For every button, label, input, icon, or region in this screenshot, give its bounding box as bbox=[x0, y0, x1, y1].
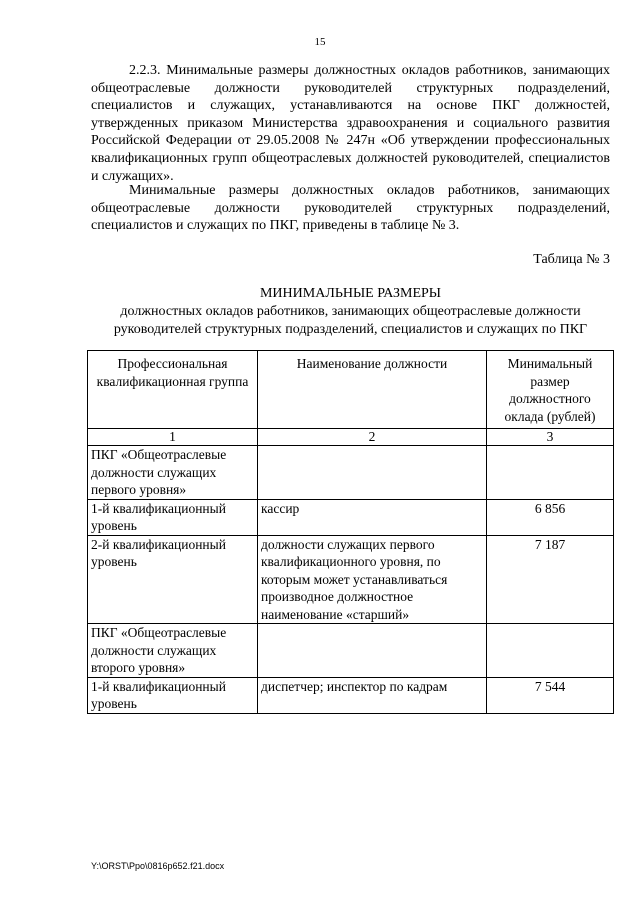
salary-cell bbox=[487, 624, 614, 678]
table-title: МИНИМАЛЬНЫЕ РАЗМЕРЫ bbox=[259, 286, 441, 301]
position-cell bbox=[258, 624, 487, 678]
table-subtitle: должностных окладов работников, занимающих общеотраслевые должности руководителей структурных подразделений, специалистов и служащих по ПКГ bbox=[113, 304, 588, 337]
group-cell: 1-й квалификационный уровень bbox=[88, 499, 258, 535]
position-cell bbox=[258, 446, 487, 500]
position-cell: должности служащих первого квалификационного уровня, по которым может устанавливаться производное должностное наименование «старший» bbox=[258, 535, 487, 624]
column-number: 2 bbox=[258, 429, 487, 446]
header-group: Профессиональная квалификационная группа bbox=[88, 351, 258, 429]
table-row bbox=[88, 499, 614, 535]
column-number-row bbox=[88, 429, 614, 446]
table-row bbox=[88, 624, 614, 678]
group-cell: 1-й квалификационный уровень bbox=[88, 677, 258, 713]
header-position: Наименование должности bbox=[258, 351, 487, 429]
table-row bbox=[88, 446, 614, 500]
table-row bbox=[88, 677, 614, 713]
column-number: 3 bbox=[487, 429, 614, 446]
paragraph-2-2-3: 2.2.3. Минимальные размеры должностных окладов работников, занимающих общеотраслевые должности руководителей структурных подразделений, специалистов и служащих, устанавливаются на основе ПКГ должностей, утвержденных приказом Министерства здравоохранения и социального развития Российской Федерации от 29.05.2008 № 247н «Об утверждении профессиональных квалификационных групп общеотраслевых должностей руководителей, специалистов и служащих». bbox=[91, 63, 610, 184]
position-cell: диспетчер; инспектор по кадрам bbox=[258, 677, 487, 713]
salary-cell: 6 856 bbox=[487, 499, 614, 535]
column-number: 1 bbox=[88, 429, 258, 446]
salary-cell bbox=[487, 446, 614, 500]
header-salary: Минимальный размер должностного оклада (рублей) bbox=[487, 351, 614, 429]
group-cell: 2-й квалификационный уровень bbox=[88, 535, 258, 624]
salary-cell: 7 187 bbox=[487, 535, 614, 624]
group-cell: ПКГ «Общеотраслевые должности служащих второго уровня» bbox=[88, 624, 258, 678]
table-row bbox=[88, 535, 614, 624]
table-caption: Таблица № 3 bbox=[533, 252, 610, 267]
footer-file-path: Y:\ORST\Ppo\0816p652.f21.docx bbox=[91, 861, 225, 871]
position-cell: кассир bbox=[258, 499, 487, 535]
salary-table bbox=[87, 350, 614, 714]
salary-cell: 7 544 bbox=[487, 677, 614, 713]
page-number: 15 bbox=[314, 36, 326, 48]
group-cell: ПКГ «Общеотраслевые должности служащих первого уровня» bbox=[88, 446, 258, 500]
paragraph-table-reference: Минимальные размеры должностных окладов работников, занимающих общеотраслевые должности руководителей структурных подразделений, специалистов и служащих по ПКГ, приведены в таблице № 3. bbox=[91, 183, 610, 234]
table-header-row bbox=[88, 351, 614, 429]
